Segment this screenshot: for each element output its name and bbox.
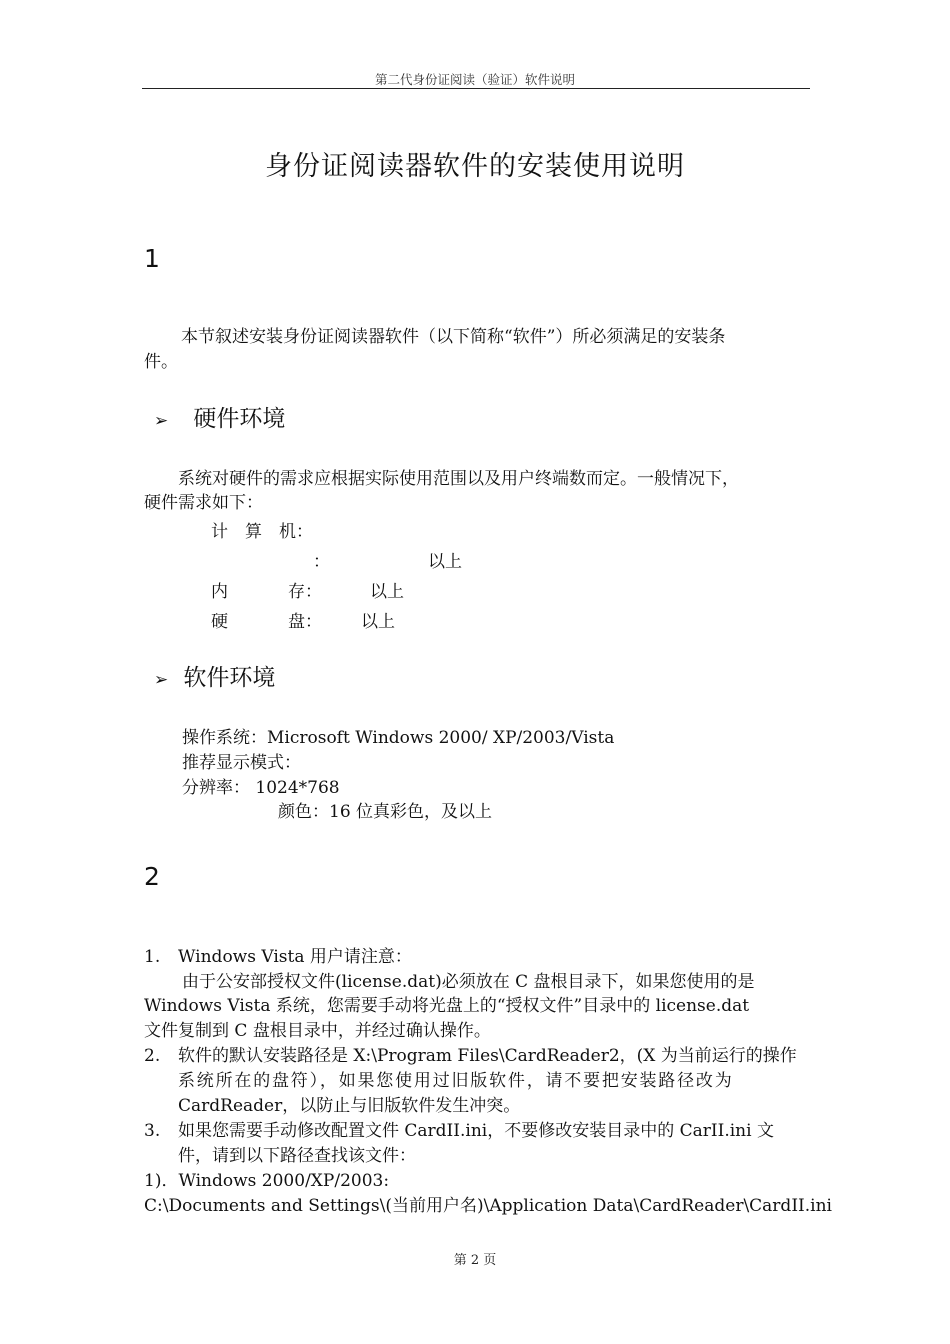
software-color: 颜色：16 位真彩色，及以上 [278, 802, 493, 822]
cpu-value: 以上 [428, 552, 462, 572]
item-2-line3: CardReader，以防止与旧版软件发生冲突。 [178, 1096, 521, 1116]
item-1-line3: 文件复制到 C 盘根目录中，并经过确认操作。 [144, 1021, 491, 1041]
arrow-bullet-icon: ➢ [154, 411, 169, 431]
section-1-intro-line2: 件。 [144, 352, 178, 372]
item-1-number: 1. [144, 947, 161, 967]
hardware-heading [154, 400, 285, 433]
page-number: 第 2 页 [453, 1253, 497, 1268]
disk-value: 以上 [361, 612, 395, 632]
item-1-line1: 由于公安部授权文件(license.dat)必须放在 C 盘根目录下，如果您使用的是 [182, 972, 755, 992]
hardware-desc-line1: 系统对硬件的需求应根据实际使用范围以及用户终端数而定。一般情况下， [178, 469, 739, 489]
cpu-colon: ： [313, 552, 330, 572]
section-1-number: 1 [144, 244, 160, 273]
path-1-label: 1)．Windows 2000/XP/2003: [144, 1171, 390, 1191]
header-rule [142, 88, 810, 89]
section-2-number: 2 [144, 862, 160, 891]
software-heading-text: 软件环境 [183, 665, 276, 691]
hardware-heading-text: 硬件环境 [193, 406, 286, 432]
memory-label-b: 存： [288, 582, 322, 602]
item-1-line2: Windows Vista 系统，您需要手动将光盘上的“授权文件”目录中的 license.dat [144, 996, 750, 1016]
software-display-mode: 推荐显示模式： [182, 753, 301, 773]
path-1: C:\Documents and Settings\(当前用户名)\Application Data\CardReader\CardII.ini [144, 1196, 832, 1216]
hardware-desc-line2: 硬件需求如下： [144, 493, 263, 513]
item-2-number: 2. [144, 1046, 161, 1066]
computer-label: 计 算 机： [211, 522, 313, 542]
item-3-line1: 如果您需要手动修改配置文件 CardII.ini，不要修改安装目录中的 CarII.ini 文 [178, 1121, 774, 1141]
item-3-line2: 件，请到以下路径查找该文件： [178, 1146, 416, 1166]
item-3-number: 3. [144, 1121, 161, 1141]
item-1-title: Windows Vista 用户请注意： [178, 947, 412, 967]
arrow-bullet-icon: ➢ [154, 670, 169, 690]
section-1-intro-line1: 本节叙述安装身份证阅读器软件（以下简称“软件”）所必须满足的安装条 [181, 327, 726, 347]
page-header: 第二代身份证阅读（验证）软件说明 [374, 72, 575, 87]
memory-label-a: 内 [211, 582, 228, 602]
software-resolution: 分辨率： 1024*768 [182, 778, 340, 798]
disk-label-a: 硬 [211, 612, 228, 632]
item-2-line1: 软件的默认安装路径是 X:\Program Files\CardReader2，(X 为当前运行的操作 [178, 1046, 797, 1066]
memory-value: 以上 [370, 582, 404, 602]
disk-label-b: 盘： [288, 612, 322, 632]
software-heading [154, 659, 275, 692]
item-2-line2: 系统所在的盘符），如果您使用过旧版软件，请不要把安装路径改为 [178, 1071, 734, 1091]
software-os: 操作系统：Microsoft Windows 2000/ XP/2003/Vista [182, 728, 615, 748]
document-title: 身份证阅读器软件的安装使用说明 [265, 151, 685, 182]
